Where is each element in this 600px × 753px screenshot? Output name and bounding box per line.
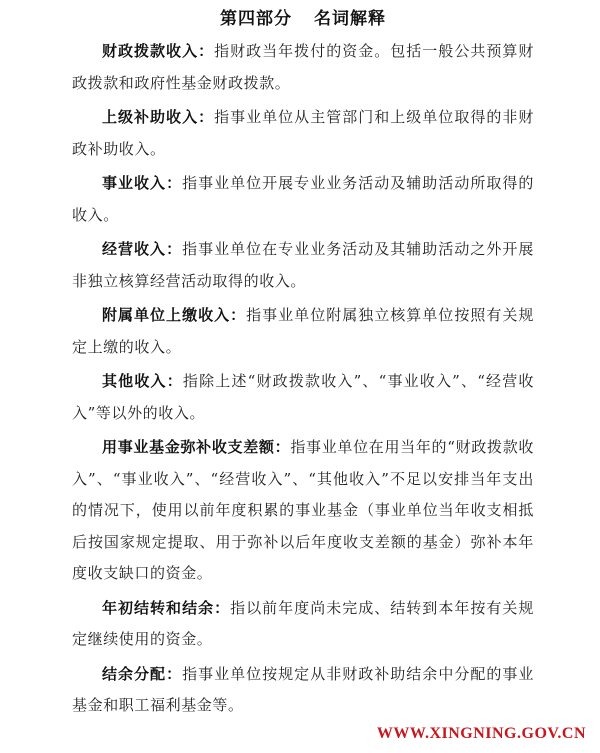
title-name: 名词解释: [314, 9, 386, 29]
term-colon: ：: [214, 598, 231, 617]
term-colon: ：: [198, 108, 215, 126]
glossary-list: [72, 36, 534, 722]
glossary-entry: [72, 593, 534, 656]
glossary-definition: 指事业单位开展专业业务活动及辅助活动所取得的收入。: [72, 174, 534, 224]
term-colon: ：: [166, 240, 183, 258]
glossary-entry: [72, 36, 534, 99]
glossary-definition: 指事业单位按规定从非财政补助结余中分配的事业基金和职工福利基金等。: [72, 664, 534, 714]
glossary-definition: 指财政当年拨付的资金。包括一般公共预算财政拨款和政府性基金财政拨款。: [72, 42, 534, 92]
term-colon: ：: [166, 174, 183, 192]
glossary-entry: [72, 168, 534, 231]
glossary-term: 上级补助收入: [102, 108, 199, 126]
term-colon: ：: [166, 372, 183, 390]
glossary-entry: [72, 102, 534, 165]
glossary-definition: 指事业单位在用当年的“财政拨款收入”、“事业收入”、“经营收入”、“其他收入”不足以安排当年支出的情况下，使用以前年度积累的事业基金（事业单位当年收支相抵后按国家规定提取、用于弥补以后年度收支差额的基金）弥补本年度收支缺口的资金。: [72, 438, 534, 582]
glossary-entry: [72, 432, 534, 590]
glossary-definition: 指事业单位附属独立核算单位按照有关规定上缴的收入。: [72, 306, 534, 356]
glossary-term: 结余分配: [102, 664, 167, 683]
glossary-definition: 指事业单位在专业业务活动及其辅助活动之外开展非独立核算经营活动取得的收入。: [72, 240, 534, 290]
glossary-definition: 指除上述“财政拨款收入”、“事业收入”、“经营收入”等以外的收入。: [72, 372, 535, 422]
glossary-term: 用事业基金弥补收支差额: [102, 438, 275, 456]
glossary-term: 经营收入: [102, 240, 167, 258]
glossary-entry: [72, 300, 534, 363]
glossary-definition: 指事业单位从主管部门和上级单位取得的非财政补助收入。: [72, 108, 534, 158]
title-part: 第四部分: [220, 9, 292, 29]
glossary-term: 其他收入: [102, 372, 167, 390]
page-title: [72, 8, 534, 30]
term-colon: ：: [274, 438, 291, 456]
glossary-entry: [72, 234, 534, 297]
glossary-term: 附属单位上缴收入: [102, 306, 231, 324]
term-colon: ：: [230, 306, 247, 324]
glossary-term: 财政拨款收入: [102, 42, 199, 60]
site-watermark: WWW.XINGNING.GOV.CN: [376, 725, 586, 742]
glossary-definition: 指以前年度尚未完成、结转到本年按有关规定继续使用的资金。: [72, 598, 534, 648]
glossary-entry: [72, 366, 534, 429]
glossary-term: 年初结转和结余: [102, 598, 215, 617]
term-colon: ：: [166, 664, 183, 683]
glossary-entry: [72, 659, 534, 722]
glossary-term: 事业收入: [102, 174, 167, 192]
term-colon: ：: [198, 42, 215, 60]
